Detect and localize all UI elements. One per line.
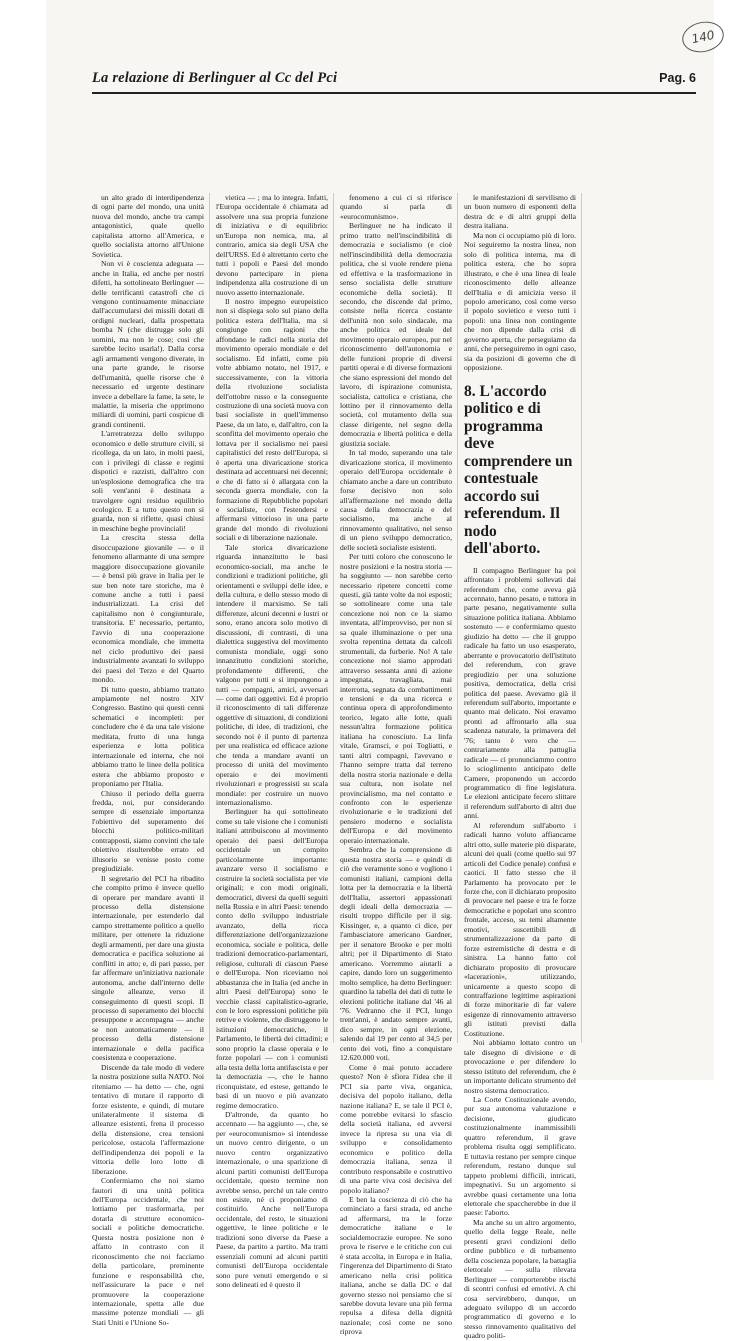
paragraph: Come è mai potuto accadere questo? Non è sfiora l'idea che il PCI sia parte viva, organica, decisiva del popolo italiano, della nazione italiana? E, se tale il PCI è, come potrebbe evitarsi lo sfascio della società italiana, ed avversi invece la ripresa su una via di sviluppo e consolidamento economico e politico della democrazia italiana, senza il contributo responsabile e costruttivo di una parte viva così decisiva del popolo italiano? bbox=[340, 1062, 452, 1195]
paragraph: Ma anche su un altro argomento, quello della legge Reale, nelle presenti gravi condizioni dello ordine pubblico e di turbamento della coscienza popolare, la battaglia elettorale — sulla rilevata Berlinguer — comporterebbe rischi di scontri confusi ed emotivi. A chi cosa servirebbero, dunque, un adeguato sviluppo di un accordo programmatico di governo e lo stesso rinnovamento qualitativo del quadro politi- bbox=[464, 1217, 576, 1341]
text-column-2 bbox=[216, 193, 328, 1290]
column-rule bbox=[581, 193, 582, 1043]
paragraph: La Corte Costituzionale avendo, pur sua autonoma valutazione e decisione, giudicato costituzionalmente inammissibili quattro referendum, il grave problema risulta oggi semplificato. E tuttavia restano per sempre cinque referendum, restano dunque sul tappeto problemi difficili, intricati, impegnativi. Su un argomento si avrebbe quasi certamente una lotta elettorale che spaccherebbe in due il paese: l'aborto. bbox=[464, 1094, 576, 1218]
paragraph: vietica — ; ma lo integra. Infatti, l'Europa occidentale è chiamata ad assolvere una sua propria funzione di iniziativa e di equilibrio: un'Europa non nemica, ma, al contrario, amica sia degli USA che dell'URSS. Ed è altrettanto certo che tutti i popoli e Paesi del mondo devono partecipare in piena indipendenza alla costruzione di un nuovo assetto internazionale. bbox=[216, 193, 328, 297]
paragraph: Berlinguer ne ha indicato il primo tratto nell'inscindibilità di democrazia e socialismo (e cioè nell'inscindibilità della democrazia politica, che si vuole rendere piena ed effettiva e la trasformazione in senso socialista delle strutture economiche della società). Il secondo, che discende dal primo, consiste nella ricerca costante dell'unità non solo sindacale, ma anche politica ed ideale del movimento operaio europeo, pur nel riconoscimento dell'autonomia e delle funzioni proprie di diversi partiti operai e di diverse formazioni che siano espressioni del mondo del lavoro, di ispirazione comunista, socialista, cattolica e cristiana, che lottino per il rinnovamento della società, col mutamento della sua classe dirigente, nel segno della democrazia e libertà politica e della giustizia sociale. bbox=[340, 221, 452, 448]
paragraph: Noi abbiamo lottato contro un tale disegno di divisione e di provocazione e per difendere lo stesso istituto del referendum, che è un importante delicato strumento del nostro sistema democratico. bbox=[464, 1038, 576, 1095]
paragraph: Berlinguer ha qui sottolineato come su tale visione che i comunisti italiani attribuiscono al movimento operaio dei paesi dell'Europa occidentale un compito particolarmente importante: avanzare verso il socialismo e costruire la società socialista per vie originali; e con modi originali, democratici, diversi da quelli seguiti nella Russia e in altri Paesi: tenendo conto dello sviluppo industriale avanzato, della ricca differenziazione dell'organizzazione economica, sociale e politica, delle tradizioni democratico-parlamentari, religiose, culturali di ciascun Paese e dell'Europa. Non riceviamo noi abbastanza che in Italia (ed anche in altri Paesi dell'Europa) sono le vecchie classi capitalistico-agrarie, con le loro espressioni politiche più retrive e violente, che distruggono le istituzioni democratiche, il Parlamento, le libertà dei cittadini; e sono proprio la classe operaia e le forze popolari — con i comunisti alla testa della lotta antifascista e per la democrazia —, che le hanno riconquistate, ed estese, gettando le basi di un nuovo e più avanzato regime democratico. bbox=[216, 807, 328, 1110]
column-rule bbox=[209, 193, 210, 1043]
text-column-3 bbox=[340, 193, 452, 1337]
paragraph: Per tutti coloro che conoscono le nostre posizioni e la nostra storia — ha soggiunto — non sarebbe certo necessario ripetere concetti come questi, già tante volte da noi esposti; se sottolineare come una tale concezione noi non ce la siamo inventata, all'improvviso, per non si sa quale illuminazione o per una svolta repentina dettata da calcoli strumentali, da furberie. No! A tale concezione noi siamo approdati attraverso sessanta anni di azione impegnata, travagliata, mai interrotta, segnata da combattimenti e tensioni e da una ricerca e continua opera di approfondimento teorico, legato alle lotte, quali nessun'altra formazione politica italiana ha conosciuto. La linfa vitale, Gramsci, e poi Togliatti, e tanti altri compagni, l'avevano e l'hanno sempre tratta dal terreno della nostra storia nazionale e della sua cultura, non isolate nel provincialismo, ma nel contatto e confronto con le esperienze rivoluzionarie e le tradizioni del pensiero moderno e socialista dell'Europa e del movimento operaio internazionale. bbox=[340, 552, 452, 845]
paragraph: fenomeno a cui ci si riferisce quando si parla di «eurocomunismo». bbox=[340, 193, 452, 221]
text-column-4 bbox=[464, 193, 576, 1341]
paragraph: un alto grado di interdipendenza di ogni parte del mondo, una unità nuova del mondo, anche tra campi antagonistici, quale quello capitalista attorno all'America, e quello socialista attorno all'Unione Sovietica. bbox=[92, 193, 204, 259]
paragraph: D'altronde, da quanto ho accennato — ha aggiunto —, che, se per «eurocomunismo» si intendesse un nuovo centro dirigente, o un nuovo centro organizzativo internazionale, o una sparizione di alcuni partiti comunisti dell'Europa occidentale, questo termine non avrebbe senso, perché un tale centro non esiste, né ci proponiamo di costituirlo. Anche nell'Europa occidentale, del resto, le situazioni oggettive, le linee politiche e le tradizioni sono diverse da Paese a Paese, da partito a partito. Ma tratti essenziali comuni ad alcuni partiti comunisti dell'Europa occidentale sono pure venuti emergendo e si sono delineati ed è questo il bbox=[216, 1109, 328, 1290]
paragraph: E ben la coscienza di ciò che ha cominciato a farsi strada, ed anche ad affermarsi, tra le forze democratiche italiane e le socialdemocrazie europee. Ne sono prova le riserve e le critiche con cui è stata accolta, in Europa e in Italia, l'ingerenza del Dipartimento di Stato americano nella crisi politica italiana, anche se dalla DC e dal governo stesso noi pensiamo che si sarebbe dovuta levare una più ferma repulsa a difesa della dignità nazionale; così come ne sono riprova bbox=[340, 1195, 452, 1337]
column-rule bbox=[333, 193, 334, 1043]
paragraph: Di tutto questo, abbiamo trattato ampiamente nel nostro XIV Congresso. Bastino qui questi cenni schematici e incompleti: per concludere che è da una tale visione meditata, frutto di una lunga esperienza e lotta politica internazionale ed interna, che noi abbiamo tratto le linee della politica estera che abbiamo proposto e proponiamo per l'Italia. bbox=[92, 684, 204, 789]
paragraph: Ma non ci occupiamo più di loro. Noi seguiremo la nostra linea, non solo di politica interna, ma di politica estera, che ho sopra illustrato, e che è una linea di leale riconoscimento delle alleanze dell'Italia e di amicizia verso il popolo americano, così come verso il popolo sovietico e verso tutti i popoli: una linea non contingente che non dipende dalla crisi di governo aperta, che perseguiamo da anni, che perseguiremo in ogni caso, sia da posizioni di governo che di opposizione. bbox=[464, 230, 576, 373]
paragraph: Non vi è coscienza adeguata — anche in Italia, ed anche per nostri difetti, ha sottolineato Berlinguer — delle terrificanti catastrofi che ci vengono continuamente minacciate dall'accumularsi dei missili dotati di ordigni nucleari, dalla prospettata bomba N (che distrugge solo gli uomini, ma non le cose; cosi che sarebbe lecito usarla!). Dalla corsa agli armamenti vengono diverate, in una parte grande, le risorse dell'umanità, quelle risorse che è necessario ed urgente destinare invece a debellare la fame, la sete, le malattie, la miseria che opprimono miliardi di uomini, parti cospicue di grandi continenti. bbox=[92, 259, 204, 429]
column-rule bbox=[457, 193, 458, 1043]
paragraph: le manifestazioni di servilismo di un buon numero di esponenti della destra dc e di altri gruppi della destra italiana. bbox=[464, 193, 576, 231]
paragraph: Tale storica divaricazione riguarda innanzitutto le basi economico-sociali, ma anche le condizioni e tradizioni politiche, gli orientamenti e sviluppi delle idee, e della cultura, e dello stesso modo di intendere il marxismo. Se tali differenze, alcuni decenni e lustri or sono, erano ancora solo motivo di discussioni, di contrasti, di una dialettica suggestiva del movimento comunista mondiale, oggi sono innanzitutto condizioni storiche, profondamente differenti, che valgono per tutti e si impongono a tutti — compagni, amici, avversari — come dati oggettivi. Ed è proprio il riconoscimento di tali differenze oggettive di situazioni, di condizioni politiche, di idee, di tradizioni, che secondo noi è il punto di partenza per una realistica ed efficace azione che tenda a mandare avanti un processo di unità del movimento operaio e dei movimenti rivoluzionari e progressisti su scala mondiale: per costruire un nuovo internazionalismo. bbox=[216, 542, 328, 807]
paragraph: Chiuso il periodo della guerra fredda, noi, pur considerando sempre di essenziale importanza l'obiettivo del superamento dei blocchi politico-militari contrapposti, siamo convinti che tale obiettivo risulterebbe errato ed illusorio se venisse posto come pregiudiziale. bbox=[92, 788, 204, 874]
paragraph: Il segretario del PCI ha ribadito che compito primo è invece quello di operare per mandare avanti il processo della distensione internazionale, per estenderlo dal campo strettamente politico a quello militare, per ottenere la riduzione degli armamenti, per dare una giusta democratica e pacifica soluzione ai conflitti in atto; e, di pari passo, per far affermare un'iniziativa nazionale autonoma, anche dall'interno delle singole alleanze, verso il conseguimento di questi scopi. Il processo di superamento dei blocchi presuppone e accompagna — anche se non automaticamente — il processo della distensione internazionale e della pacifica coesistenza e cooperazione. bbox=[92, 873, 204, 1063]
paragraph: Il compagno Berlinguer ha poi affrontato i problemi sollevati dai referendum che, come aveva già accennato, hanno pesato, e tuttora in parte pesano, negativamente sulla situazione politica italiana. Abbiamo sostenuto — e confermiamo questo giudizio ha detto — che il gruppo radicale ha fatto un uso esasperato, aberrante e provocatorio dell'istituto del referendum, con grave pregiudizio per una soluzione positiva, democratica, della crisi politica del paese. Avevamo già il referendum sull'aborto, importante e quanto mai delicato. Noi eravamo pronti ad affrontarlo alla sua scadenza naturale, la primavera del '76; tanto è vero che — contrariamente alla pattuglia radicale — ci pronunciammo contro lo scioglimento anticipato delle Camere, proponendo un accordo programmatico di fine legislatura. Le elezioni anticipate fecero slittare il referendum sull'aborto di altri due anni. bbox=[464, 565, 576, 821]
section-heading: 8. L'accordo politico e di programma deve comprendere un contestuale accordo sui referendum. Il nodo dell'aborto. bbox=[464, 382, 573, 558]
paragraph: Il nostro impegno europeistico non si dispiega solo sul piano della politica estera dell'Italia, ma si congiunge con ragioni che affondano le radici nella storia del movimento operaio mondiale e del socialismo. Ed infatti, come più volte abbiamo notato, nel 1917, e successivamente, con la vittoria della rivoluzione socialista dell'ottobre russo e la conseguente costruzione di una società nuova con basi socialiste in quell'immenso Paese, da un lato, e, dall'altro, con la sconfitta del movimento operaio che lottava per il socialismo nei paesi capitalistici del resto dell'Europa, si è aperta una divaricazione storica destinata ad accentuarsi nei decenni; e che di fatto si è allargata con la seconda guerra mondiale, con la formazione di Repubbliche popolari e socialiste, con l'estendersi e affermarsi vittorioso in una parte grande del mondo di rivoluzioni sociali e di liberazione nazionale. bbox=[216, 296, 328, 543]
archive-stamp: 140 bbox=[679, 18, 726, 56]
paragraph: Al referendum sull'aborto i radicali hanno voluto affiancarne altri otto, sulle materie più disparate, alcuni dei quali (come quello sui 97 articoli del Codice penale) confusi e caotici. Il fatto stesso che il Parlamento ha provocato per le forze che, con il dichiarato proposito di provocare nel paese e tra le forze democratiche e popolari uno scontro frontale, acceso, su temi altamente emotivi, suscettibili di strumentalizzazione da parte di forze estremistiche di destra e di sinistra. La hanno fatto col dichiarato proposito di provocare «lacerazioni», utilizzando, unicamente a questo scopo di contraffazione legittime aspirazioni di forze minoritarie di far valere esigenze di rinnovamento attraverso gli istituti previsti dalla Costituzione. bbox=[464, 820, 576, 1038]
paragraph: Discende da tale modo di vedere la nostra posizione sulla NATO. Noi riteniamo — ha detto — che, ogni tentativo di mutare il rapporto di forze esistente, e quindi, di mutare unilateralmente il sistema di alleanze esistenti, frena il processo della distensione, crea tensioni pericolose, ostacola l'affermazione dell'indipendenza dei popoli e la vittoria delle loro lotte di liberazione. bbox=[92, 1062, 204, 1176]
paragraph: In tal modo, superando una tale divaricazione storica, il movimento operaio dell'Europa occidentale è chiamato anche a dare un contributo forse decisivo non solo all'affermazione nel mondo della causa della democrazia e del socialismo, ma anche al rinnovamento qualitativo, nel senso di un pieno sviluppo democratico, delle società socialiste esistenti. bbox=[340, 448, 452, 552]
paragraph: Confermiamo che noi siamo fautori di una unità politica dell'Europa occidentale, che noi lottiamo per trasformarla, per dotarla di strutture economico-sociali e politiche democratiche. Questa nostra posizione non è affatto in contrasto con il riconoscimento che noi facciamo della particolare, preminente funzione e responsabilità che, nell'assicurare la pace e nel promuovere la cooperazione internazionale, spetta alle due massime potenze mondiali — gli Stati Uniti e l'Unione So- bbox=[92, 1176, 204, 1327]
page-header bbox=[92, 70, 696, 94]
page-number: Pag. 6 bbox=[659, 71, 696, 85]
paragraph: L'arretratezza dello sviluppo economico e delle strutture civili, si ricollega, da un lato, in molti paesi, con i privilegi di classe e regimi dispotici e razzisti, dall'altro con un'esplosione demografica che tra soli vent'anni è destinata a travolgere ogni residuo equilibrio ecologico. E a tutto questo non si guarda, non si riflette, quasi chiusi in meschine beghe provinciali! bbox=[92, 429, 204, 533]
header-title: La relazione di Berlinguer al Cc del Pci bbox=[92, 70, 338, 86]
paragraph: La crescita stessa della disoccupazione giovanile — e il fenomeno allarmante di una sempre maggiore disoccupazione giovanile — è bensì più grave in Italia per le sue ben note tare storiche, ma è comune anche a tutti i paesi industrializzati. La crisi del capitalismo non è congiunturale, transitoria. E' necessario, pertanto, l'avvio di una cooperazione economica mondiale, che immetta nel ciclo produttivo dei paesi industrialmente avanzati lo sviluppo dei paesi del Terzo e del Quarto mondo. bbox=[92, 533, 204, 685]
paragraph: Sembra che la comprensione di questa nostra storia — e quindi di ciò che veramente sono e vogliono i comunisti italiani, campioni della lotta per la democrazia e la libertà dell'Italia, assertori appassionati degli ideali della democrazia — risulti troppo difficile per il sig. Kissinger, e, a quanto ci dice, per l'ambasciatore americano Gardner, per il senatore Brooke e per molti altri; per il Dipartimento di Stato americano. Vorremmo aiutarli a capire, dando loro un suggerimento molto semplice, ha detto Berlinguer: quardino la tabella dei dati di tutte le elezioni politiche italiane dal '46 al '76. Vedranno che il PCI, lungo trent'anni, è andato sempre avanti, dico sempre, in ogni elezione, salendo dal 19 per cento al 34,5 per cento dei voti, fino a conquistare 12.620.000 voti. bbox=[340, 845, 452, 1063]
text-column-1 bbox=[92, 193, 204, 1327]
